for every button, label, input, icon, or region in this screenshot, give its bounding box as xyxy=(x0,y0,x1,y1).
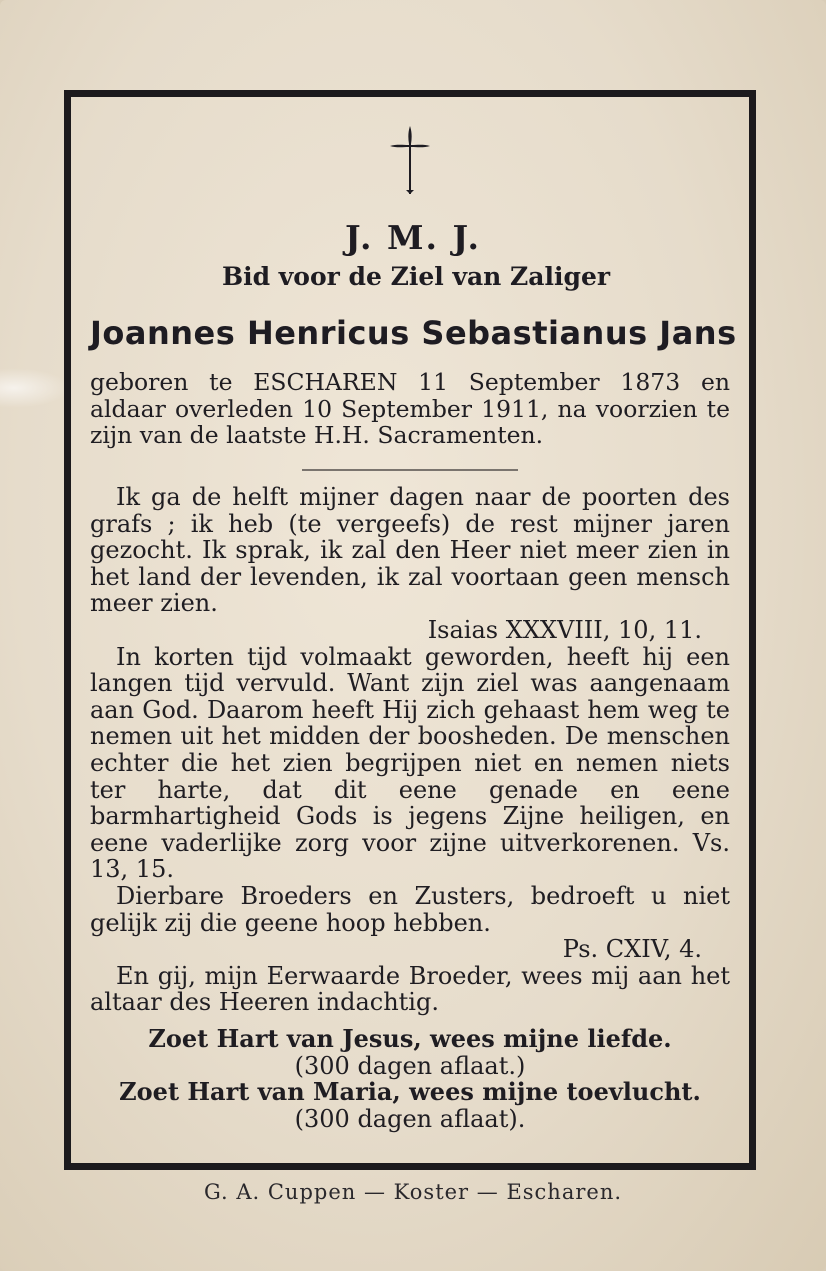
indulgence-maria: (300 dagen aflaat). xyxy=(294,1104,526,1133)
monogram: J. M. J. xyxy=(344,218,482,257)
deceased-name: Joannes Henricus Sebastianus Jans xyxy=(90,314,737,352)
reference-isaias: Isaias XXXVIII, 10, 11. xyxy=(427,615,702,644)
scripture-block xyxy=(90,484,730,1016)
cross-icon xyxy=(388,124,432,196)
passage-request: En gij, mijn Eerwaarde Broeder, wees mij aan het altaar des Heeren indachtig. xyxy=(90,961,730,1017)
invocation: Bid voor de Ziel van Zaliger xyxy=(221,262,611,291)
prayer-maria: Zoet Hart van Maria, wees mijne toevlucht. xyxy=(119,1077,701,1107)
printer-credit: G. A. Cuppen — Koster — Escharen. xyxy=(203,1180,623,1204)
passage-isaias: Ik ga de helft mijner dagen naar de poorten des grafs ; ik heb (te vergeefs) de rest mijner jaren gezocht. Ik sprak, ik zal den Heer niet meer zien in het land der levenden, ik zal voortaan geen mensch meer zien. xyxy=(90,483,730,618)
indulgence-jesus: (300 dagen aflaat.) xyxy=(294,1051,526,1080)
biography: geboren te ESCHAREN 11 September 1873 en aldaar overleden 10 September 1911, na voorzien te zijn van de laatste H.H. Sacramenten. xyxy=(90,368,730,450)
prayer-jesus: Zoet Hart van Jesus, wees mijne liefde. xyxy=(148,1024,672,1053)
paper-crease xyxy=(0,368,70,408)
reference-psalm: Ps. CXIV, 4. xyxy=(562,935,702,964)
divider xyxy=(302,469,518,471)
prayers-block xyxy=(90,1026,730,1132)
passage-thessalonians: Dierbare Broeders en Zusters, bedroeft u niet gelijk zij die geene hoop hebben. xyxy=(90,881,730,937)
passage-wisdom: In korten tijd volmaakt geworden, heeft hij een langen tijd vervuld. Want zijn ziel was aangenaam aan God. Daarom heeft Hij zich gehaast hem weg te nemen uit het midden der boosheden. De menschen echter die het zien begrijpen niet en nemen niets ter harte, dat dit eene genade en eene barmhartigheid Gods is jegens Zijne heiligen, en eene vaderlijke zorg voor zijne uitverkorenen. Vs. 13, 15. xyxy=(90,642,730,884)
biography-block xyxy=(90,369,730,449)
